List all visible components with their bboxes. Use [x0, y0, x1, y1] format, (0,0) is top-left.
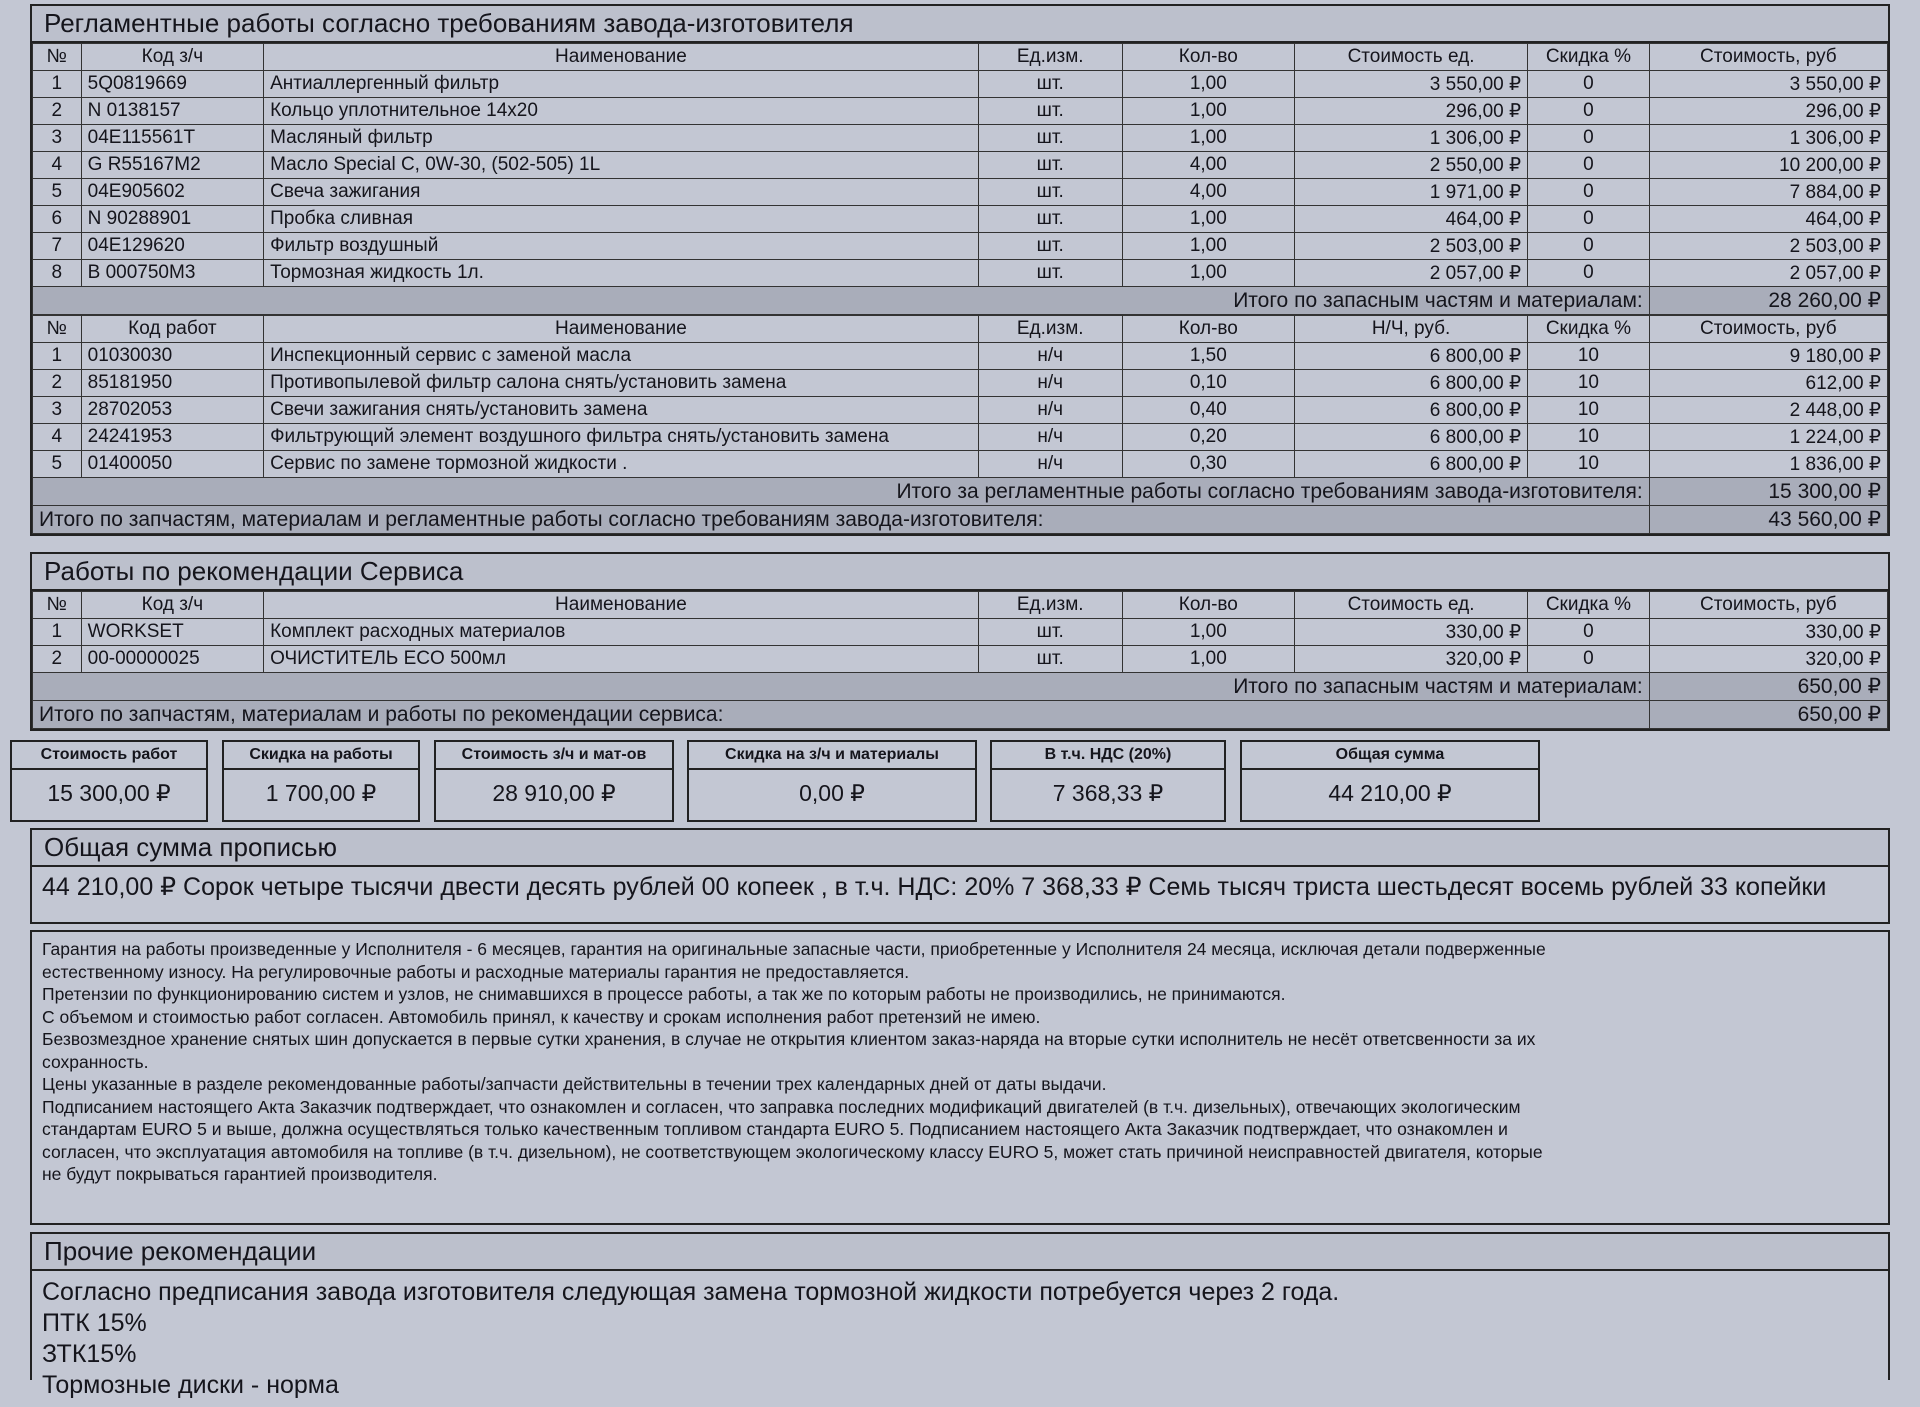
table-cell: N 90288901 — [81, 206, 263, 233]
table-cell: 3 550,00 ₽ — [1294, 71, 1527, 98]
table-cell: Сервис по замене тормозной жидкости . — [264, 451, 979, 478]
table-cell: B 000750M3 — [81, 260, 263, 287]
table-cell: 00-00000025 — [81, 646, 263, 673]
total-row — [33, 478, 1888, 506]
table-cell: 320,00 ₽ — [1649, 646, 1887, 673]
table-cell: 1,00 — [1122, 233, 1294, 260]
table-cell: 6 800,00 ₽ — [1294, 343, 1527, 370]
header-row — [33, 44, 1888, 71]
table-cell: 01030030 — [81, 343, 263, 370]
table-cell: шт. — [978, 98, 1122, 125]
table-cell: 1,00 — [1122, 260, 1294, 287]
column-header: Кол-во — [1122, 44, 1294, 71]
column-header: Скидка % — [1528, 592, 1650, 619]
total-label: Итого за регламентные работы согласно требованиям завода-изготовителя: — [33, 478, 1650, 506]
table-cell: шт. — [978, 71, 1122, 98]
recommendation-line: ЗТК15% — [42, 1340, 137, 1368]
table-cell: 6 800,00 ₽ — [1294, 370, 1527, 397]
total-label: Итого по запасным частям и материалам: — [33, 287, 1650, 315]
table-cell: 0,40 — [1122, 397, 1294, 424]
table-cell: Инспекционный сервис с заменой масла — [264, 343, 979, 370]
total-row — [33, 673, 1888, 701]
table-row — [33, 646, 1888, 673]
amount-in-words — [30, 828, 1890, 924]
table-cell: 0 — [1528, 260, 1650, 287]
parts-table — [32, 43, 1888, 315]
table-cell: 1,00 — [1122, 646, 1294, 673]
column-header: № — [33, 592, 82, 619]
table-cell: 1 — [33, 343, 82, 370]
table-row — [33, 343, 1888, 370]
table-cell: 10 — [1528, 343, 1650, 370]
table-cell: шт. — [978, 125, 1122, 152]
table-cell: 1 971,00 ₽ — [1294, 179, 1527, 206]
table-cell: 10 — [1528, 424, 1650, 451]
summary-label: Общая сумма — [1242, 742, 1538, 770]
table-cell: 4 — [33, 152, 82, 179]
table-row — [33, 424, 1888, 451]
table-cell: Комплект расходных материалов — [264, 619, 979, 646]
table-row — [33, 179, 1888, 206]
table-row — [33, 397, 1888, 424]
table-row — [33, 260, 1888, 287]
summary-box — [687, 740, 977, 822]
column-header: Наименование — [264, 44, 979, 71]
table-cell: 1,00 — [1122, 619, 1294, 646]
column-header: Кол-во — [1122, 316, 1294, 343]
table-cell: шт. — [978, 260, 1122, 287]
table-cell: 0 — [1528, 152, 1650, 179]
table-cell: 5 — [33, 451, 82, 478]
table-cell: Противопылевой фильтр салона снять/установить замена — [264, 370, 979, 397]
table-cell: Тормозная жидкость 1л. — [264, 260, 979, 287]
table-cell: 28702053 — [81, 397, 263, 424]
column-header: Код работ — [81, 316, 263, 343]
table-cell: 01400050 — [81, 451, 263, 478]
table-cell: 2 — [33, 370, 82, 397]
table-cell: Масло Special C, 0W-30, (502-505) 1L — [264, 152, 979, 179]
table-cell: 6 800,00 ₽ — [1294, 424, 1527, 451]
summary-value: 15 300,00 ₽ — [47, 780, 171, 806]
table-row — [33, 619, 1888, 646]
table-cell: 1 306,00 ₽ — [1294, 125, 1527, 152]
total-label: Итого по запчастям, материалам и регламентные работы согласно требованиям завода-изготовителя: — [33, 506, 1650, 534]
table-cell: 7 — [33, 233, 82, 260]
table-row — [33, 125, 1888, 152]
column-header: Стоимость, руб — [1649, 316, 1887, 343]
summary-box — [990, 740, 1226, 822]
table-row — [33, 370, 1888, 397]
table-cell: 2 448,00 ₽ — [1649, 397, 1887, 424]
table-cell: 330,00 ₽ — [1649, 619, 1887, 646]
table-cell: 2 — [33, 646, 82, 673]
table-cell: 1 — [33, 71, 82, 98]
summary-box — [434, 740, 674, 822]
table-cell: 2 550,00 ₽ — [1294, 152, 1527, 179]
table-cell: 0 — [1528, 233, 1650, 260]
column-header: Стоимость ед. — [1294, 592, 1527, 619]
table-cell: шт. — [978, 179, 1122, 206]
table-cell: 0,20 — [1122, 424, 1294, 451]
works-table — [32, 315, 1888, 534]
recommendation-line: ПТК 15% — [42, 1309, 147, 1337]
table-cell: 4 — [33, 424, 82, 451]
table-cell: 296,00 ₽ — [1294, 98, 1527, 125]
table-cell: 3 — [33, 397, 82, 424]
section-title: Работы по рекомендации Сервиса — [32, 554, 1888, 591]
total-label: Итого по запчастям, материалам и работы по рекомендации сервиса: — [33, 701, 1650, 729]
table-cell: WORKSET — [81, 619, 263, 646]
summary-box — [1240, 740, 1540, 822]
terms-line: стандартам EURO 5 и выше, должна осуществляться только качественным топливом стандарта EURO 5. Подписанием настоящего Акта Заказчик подтверждает, что ознакомлен и — [42, 1119, 1508, 1139]
section-title: Общая сумма прописью — [32, 830, 1888, 867]
table-cell: шт. — [978, 619, 1122, 646]
table-cell: шт. — [978, 233, 1122, 260]
table-cell: 5 — [33, 179, 82, 206]
table-cell: шт. — [978, 152, 1122, 179]
table-cell: 6 800,00 ₽ — [1294, 397, 1527, 424]
table-cell: 1,00 — [1122, 125, 1294, 152]
table-cell: н/ч — [978, 451, 1122, 478]
table-cell: 8 — [33, 260, 82, 287]
table-row — [33, 206, 1888, 233]
table-cell: 296,00 ₽ — [1649, 98, 1887, 125]
summary-boxes — [10, 740, 1890, 822]
terms-line: С объемом и стоимостью работ согласен. Автомобиль принял, к качеству и срокам исполнения работ претензий не имею. — [42, 1006, 1041, 1027]
column-header: Ед.изм. — [978, 592, 1122, 619]
table-cell: 0 — [1528, 125, 1650, 152]
column-header: Скидка % — [1528, 44, 1650, 71]
column-header: № — [33, 316, 82, 343]
table-cell: 330,00 ₽ — [1294, 619, 1527, 646]
table-cell: н/ч — [978, 424, 1122, 451]
recommended-table — [32, 591, 1888, 729]
column-header: Стоимость, руб — [1649, 44, 1887, 71]
total-value: 43 560,00 ₽ — [1649, 506, 1887, 534]
column-header: Кол-во — [1122, 592, 1294, 619]
total-row — [33, 506, 1888, 534]
summary-label: Скидка на з/ч и материалы — [689, 742, 975, 770]
summary-value: 44 210,00 ₽ — [1328, 780, 1452, 806]
table-cell: 0 — [1528, 206, 1650, 233]
table-cell: Фильтрующий элемент воздушного фильтра снять/установить замена — [264, 424, 979, 451]
summary-value: 28 910,00 ₽ — [492, 780, 616, 806]
terms-line: Гарантия на работы произведенные у Исполнителя - 6 месяцев, гарантия на оригинальные запасные части, приобретенные у Исполнителя 24 месяца, исключая детали подверженные — [42, 939, 1546, 959]
table-row — [33, 233, 1888, 260]
table-cell: Масляный фильтр — [264, 125, 979, 152]
column-header: Н/Ч, руб. — [1294, 316, 1527, 343]
summary-box — [10, 740, 208, 822]
total-value: 650,00 ₽ — [1649, 701, 1887, 729]
table-cell: шт. — [978, 206, 1122, 233]
table-cell: 85181950 — [81, 370, 263, 397]
table-cell: 10 — [1528, 451, 1650, 478]
table-cell: 9 180,00 ₽ — [1649, 343, 1887, 370]
summary-label: Стоимость з/ч и мат-ов — [436, 742, 672, 770]
table-row — [33, 98, 1888, 125]
column-header: Стоимость, руб — [1649, 592, 1887, 619]
table-cell: 1 836,00 ₽ — [1649, 451, 1887, 478]
other-recommendations — [30, 1232, 1890, 1399]
table-row — [33, 71, 1888, 98]
table-cell: 2 — [33, 98, 82, 125]
table-cell: 1,00 — [1122, 206, 1294, 233]
section-scheduled-works — [30, 4, 1890, 536]
column-header: Ед.изм. — [978, 316, 1122, 343]
header-row — [33, 592, 1888, 619]
table-cell: 0,30 — [1122, 451, 1294, 478]
total-value: 15 300,00 ₽ — [1649, 478, 1887, 506]
table-cell: 5Q0819669 — [81, 71, 263, 98]
total-row — [33, 287, 1888, 315]
table-cell: 04E115561T — [81, 125, 263, 152]
terms-line: Безвозмездное хранение снятых шин допускается в первые сутки хранения, в случае не открытия клиентом заказ-наряда на вторые сутки исполнитель не несёт ответсвенности за их — [42, 1029, 1536, 1049]
recommendation-line: Тормозные диски - норма — [42, 1371, 339, 1399]
summary-box — [222, 740, 420, 822]
amount-text: 44 210,00 ₽ Сорок четыре тысячи двести десять рублей 00 копеек , в т.ч. НДС: 20% 7 368,33 ₽ Семь тысяч триста шестьдесят восемь рублей 33 копейки — [42, 873, 1827, 901]
table-cell: н/ч — [978, 370, 1122, 397]
table-cell: н/ч — [978, 343, 1122, 370]
table-cell: 2 057,00 ₽ — [1649, 260, 1887, 287]
table-cell: 10 200,00 ₽ — [1649, 152, 1887, 179]
table-cell: 0,10 — [1122, 370, 1294, 397]
table-cell: Свеча зажигания — [264, 179, 979, 206]
terms-text — [30, 930, 1890, 1225]
terms-line: Цены указанные в разделе рекомендованные работы/запчасти действительны в течении трех календарных дней от даты выдачи. — [42, 1074, 1107, 1094]
table-cell: 1 224,00 ₽ — [1649, 424, 1887, 451]
table-cell: 4,00 — [1122, 179, 1294, 206]
table-cell: 1 306,00 ₽ — [1649, 125, 1887, 152]
terms-line: Подписанием настоящего Акта Заказчик подтверждает, что ознакомлен и согласен, что заправка последних модификаций двигателей (в т.ч. дизельных), отвечающих экологическим — [42, 1096, 1521, 1117]
table-cell: 1,00 — [1122, 71, 1294, 98]
table-cell: N 0138157 — [81, 98, 263, 125]
table-cell: 6 — [33, 206, 82, 233]
section-title: Регламентные работы согласно требованиям завода-изготовителя — [32, 6, 1888, 43]
summary-label: Скидка на работы — [224, 742, 418, 770]
section-title: Прочие рекомендации — [32, 1234, 1888, 1271]
table-cell: 4,00 — [1122, 152, 1294, 179]
table-cell: 0 — [1528, 179, 1650, 206]
table-cell: G R55167M2 — [81, 152, 263, 179]
table-cell: 464,00 ₽ — [1294, 206, 1527, 233]
table-cell: 6 800,00 ₽ — [1294, 451, 1527, 478]
column-header: № — [33, 44, 82, 71]
table-cell: н/ч — [978, 397, 1122, 424]
table-cell: 1,00 — [1122, 98, 1294, 125]
recommendation-line: Согласно предписания завода изготовителя следующая замена тормозной жидкости потребуется через 2 года. — [42, 1278, 1340, 1306]
table-cell: 04E905602 — [81, 179, 263, 206]
table-cell: Антиаллергенный фильтр — [264, 71, 979, 98]
table-cell: 1 — [33, 619, 82, 646]
table-cell: Свечи зажигания снять/установить замена — [264, 397, 979, 424]
table-cell: Фильтр воздушный — [264, 233, 979, 260]
table-cell: 3 — [33, 125, 82, 152]
table-row — [33, 451, 1888, 478]
summary-value: 0,00 ₽ — [799, 780, 865, 806]
table-cell: 2 057,00 ₽ — [1294, 260, 1527, 287]
section-recommended-works — [30, 552, 1890, 731]
total-value: 650,00 ₽ — [1649, 673, 1887, 701]
total-row — [33, 701, 1888, 729]
terms-line: сохранность. — [42, 1051, 149, 1072]
table-cell: шт. — [978, 646, 1122, 673]
total-label: Итого по запасным частям и материалам: — [33, 673, 1650, 701]
table-cell: 04E129620 — [81, 233, 263, 260]
table-cell: Пробка сливная — [264, 206, 979, 233]
table-cell: ОЧИСТИТЕЛЬ ECO 500мл — [264, 646, 979, 673]
table-cell: Кольцо уплотнительное 14x20 — [264, 98, 979, 125]
total-value: 28 260,00 ₽ — [1649, 287, 1887, 315]
terms-line: естественному износу. На регулировочные работы и расходные материалы гарантия не предоставляется. — [42, 961, 910, 982]
terms-line: Претензии по функционированию систем и узлов, не снимавшихся в процессе работы, а так же по которым работы не производились, не принимаются. — [42, 984, 1286, 1004]
table-row — [33, 152, 1888, 179]
summary-value: 1 700,00 ₽ — [265, 780, 377, 806]
column-header: Стоимость ед. — [1294, 44, 1527, 71]
header-row — [33, 316, 1888, 343]
table-cell: 10 — [1528, 370, 1650, 397]
table-cell: 464,00 ₽ — [1649, 206, 1887, 233]
table-cell: 320,00 ₽ — [1294, 646, 1527, 673]
column-header: Код з/ч — [81, 44, 263, 71]
table-cell: 1,50 — [1122, 343, 1294, 370]
column-header: Наименование — [264, 592, 979, 619]
table-cell: 10 — [1528, 397, 1650, 424]
table-cell: 7 884,00 ₽ — [1649, 179, 1887, 206]
column-header: Код з/ч — [81, 592, 263, 619]
summary-label: В т.ч. НДС (20%) — [992, 742, 1224, 770]
table-cell: 0 — [1528, 646, 1650, 673]
column-header: Наименование — [264, 316, 979, 343]
table-cell: 612,00 ₽ — [1649, 370, 1887, 397]
terms-line: согласен, что эксплуатация автомобиля на топливе (в т.ч. дизельном), не соответствующем экологическому классу EURO 5, может стать причиной неисправностей двигателя, которые — [42, 1141, 1543, 1162]
table-cell: 2 503,00 ₽ — [1649, 233, 1887, 260]
table-cell: 3 550,00 ₽ — [1649, 71, 1887, 98]
summary-value: 7 368,33 ₽ — [1052, 780, 1164, 806]
column-header: Ед.изм. — [978, 44, 1122, 71]
terms-line: не будут покрываться гарантией производителя. — [42, 1164, 438, 1184]
table-cell: 2 503,00 ₽ — [1294, 233, 1527, 260]
table-cell: 24241953 — [81, 424, 263, 451]
table-cell: 0 — [1528, 619, 1650, 646]
column-header: Скидка % — [1528, 316, 1650, 343]
table-cell: 0 — [1528, 71, 1650, 98]
summary-label: Стоимость работ — [12, 742, 206, 770]
table-cell: 0 — [1528, 98, 1650, 125]
